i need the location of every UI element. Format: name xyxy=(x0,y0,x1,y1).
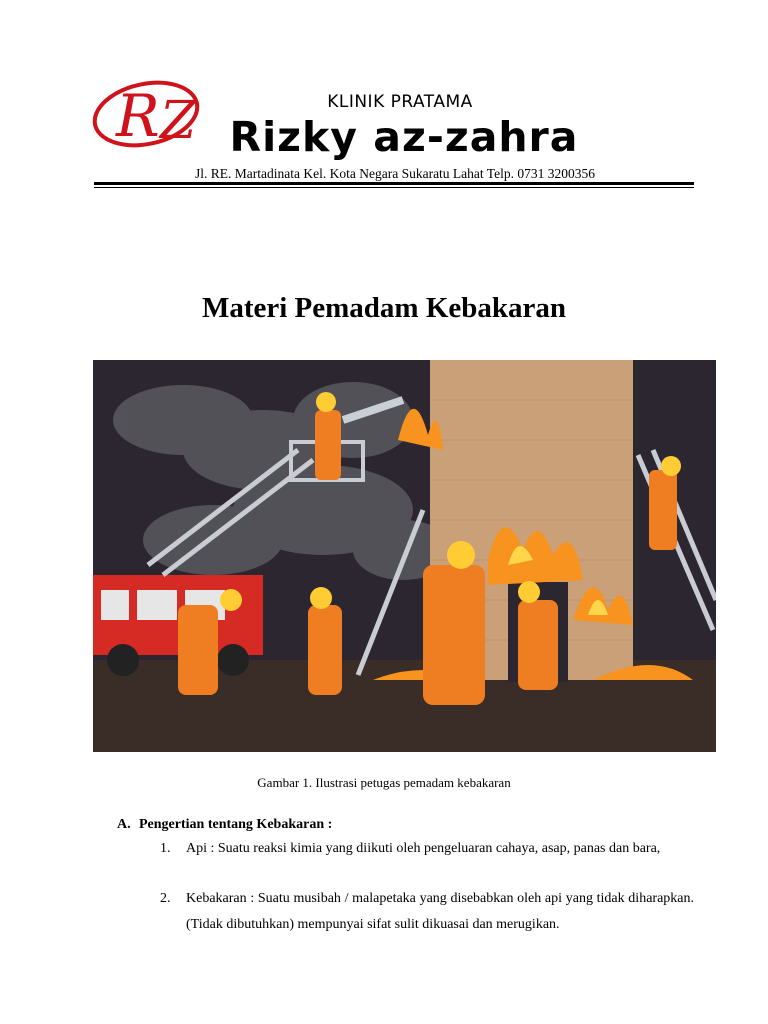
firefighter-illustration xyxy=(93,360,716,752)
letterhead-divider-thin xyxy=(94,187,694,188)
list-item xyxy=(160,836,694,862)
section-a-title: Pengertian tentang Kebakaran : xyxy=(139,817,333,832)
list-item xyxy=(160,886,694,938)
clinic-logo xyxy=(86,72,226,162)
list-item-text: Kebakaran : Suatu musibah / malapetaka yang disebabkan oleh api yang tidak diharapkan. (Tidak dibutuhkan) mempunyai sifat sulit dikuasai dan merugikan. xyxy=(186,891,694,932)
list-item-number: 2. xyxy=(160,891,171,906)
section-a-heading xyxy=(117,817,332,833)
clinic-name: Rizky az-zahra xyxy=(229,113,579,161)
svg-text:R: R xyxy=(116,82,160,150)
clinic-type: KLINIK PRATAMA xyxy=(327,92,473,112)
list-item-text: Api : Suatu reaksi kimia yang diikuti oleh pengeluaran cahaya, asap, panas dan bara, xyxy=(186,841,661,856)
clinic-address: Jl. RE. Martadinata Kel. Kota Negara Sukaratu Lahat Telp. 0731 3200356 xyxy=(195,166,595,181)
document-title: Materi Pemadam Kebakaran xyxy=(201,292,567,324)
svg-text:Z: Z xyxy=(160,91,197,151)
letterhead-divider-thick xyxy=(94,182,694,185)
list-item-number: 1. xyxy=(160,841,171,856)
figure-caption: Gambar 1. Ilustrasi petugas pemadam kebakaran xyxy=(257,775,511,790)
section-a-marker: A. xyxy=(117,817,131,832)
